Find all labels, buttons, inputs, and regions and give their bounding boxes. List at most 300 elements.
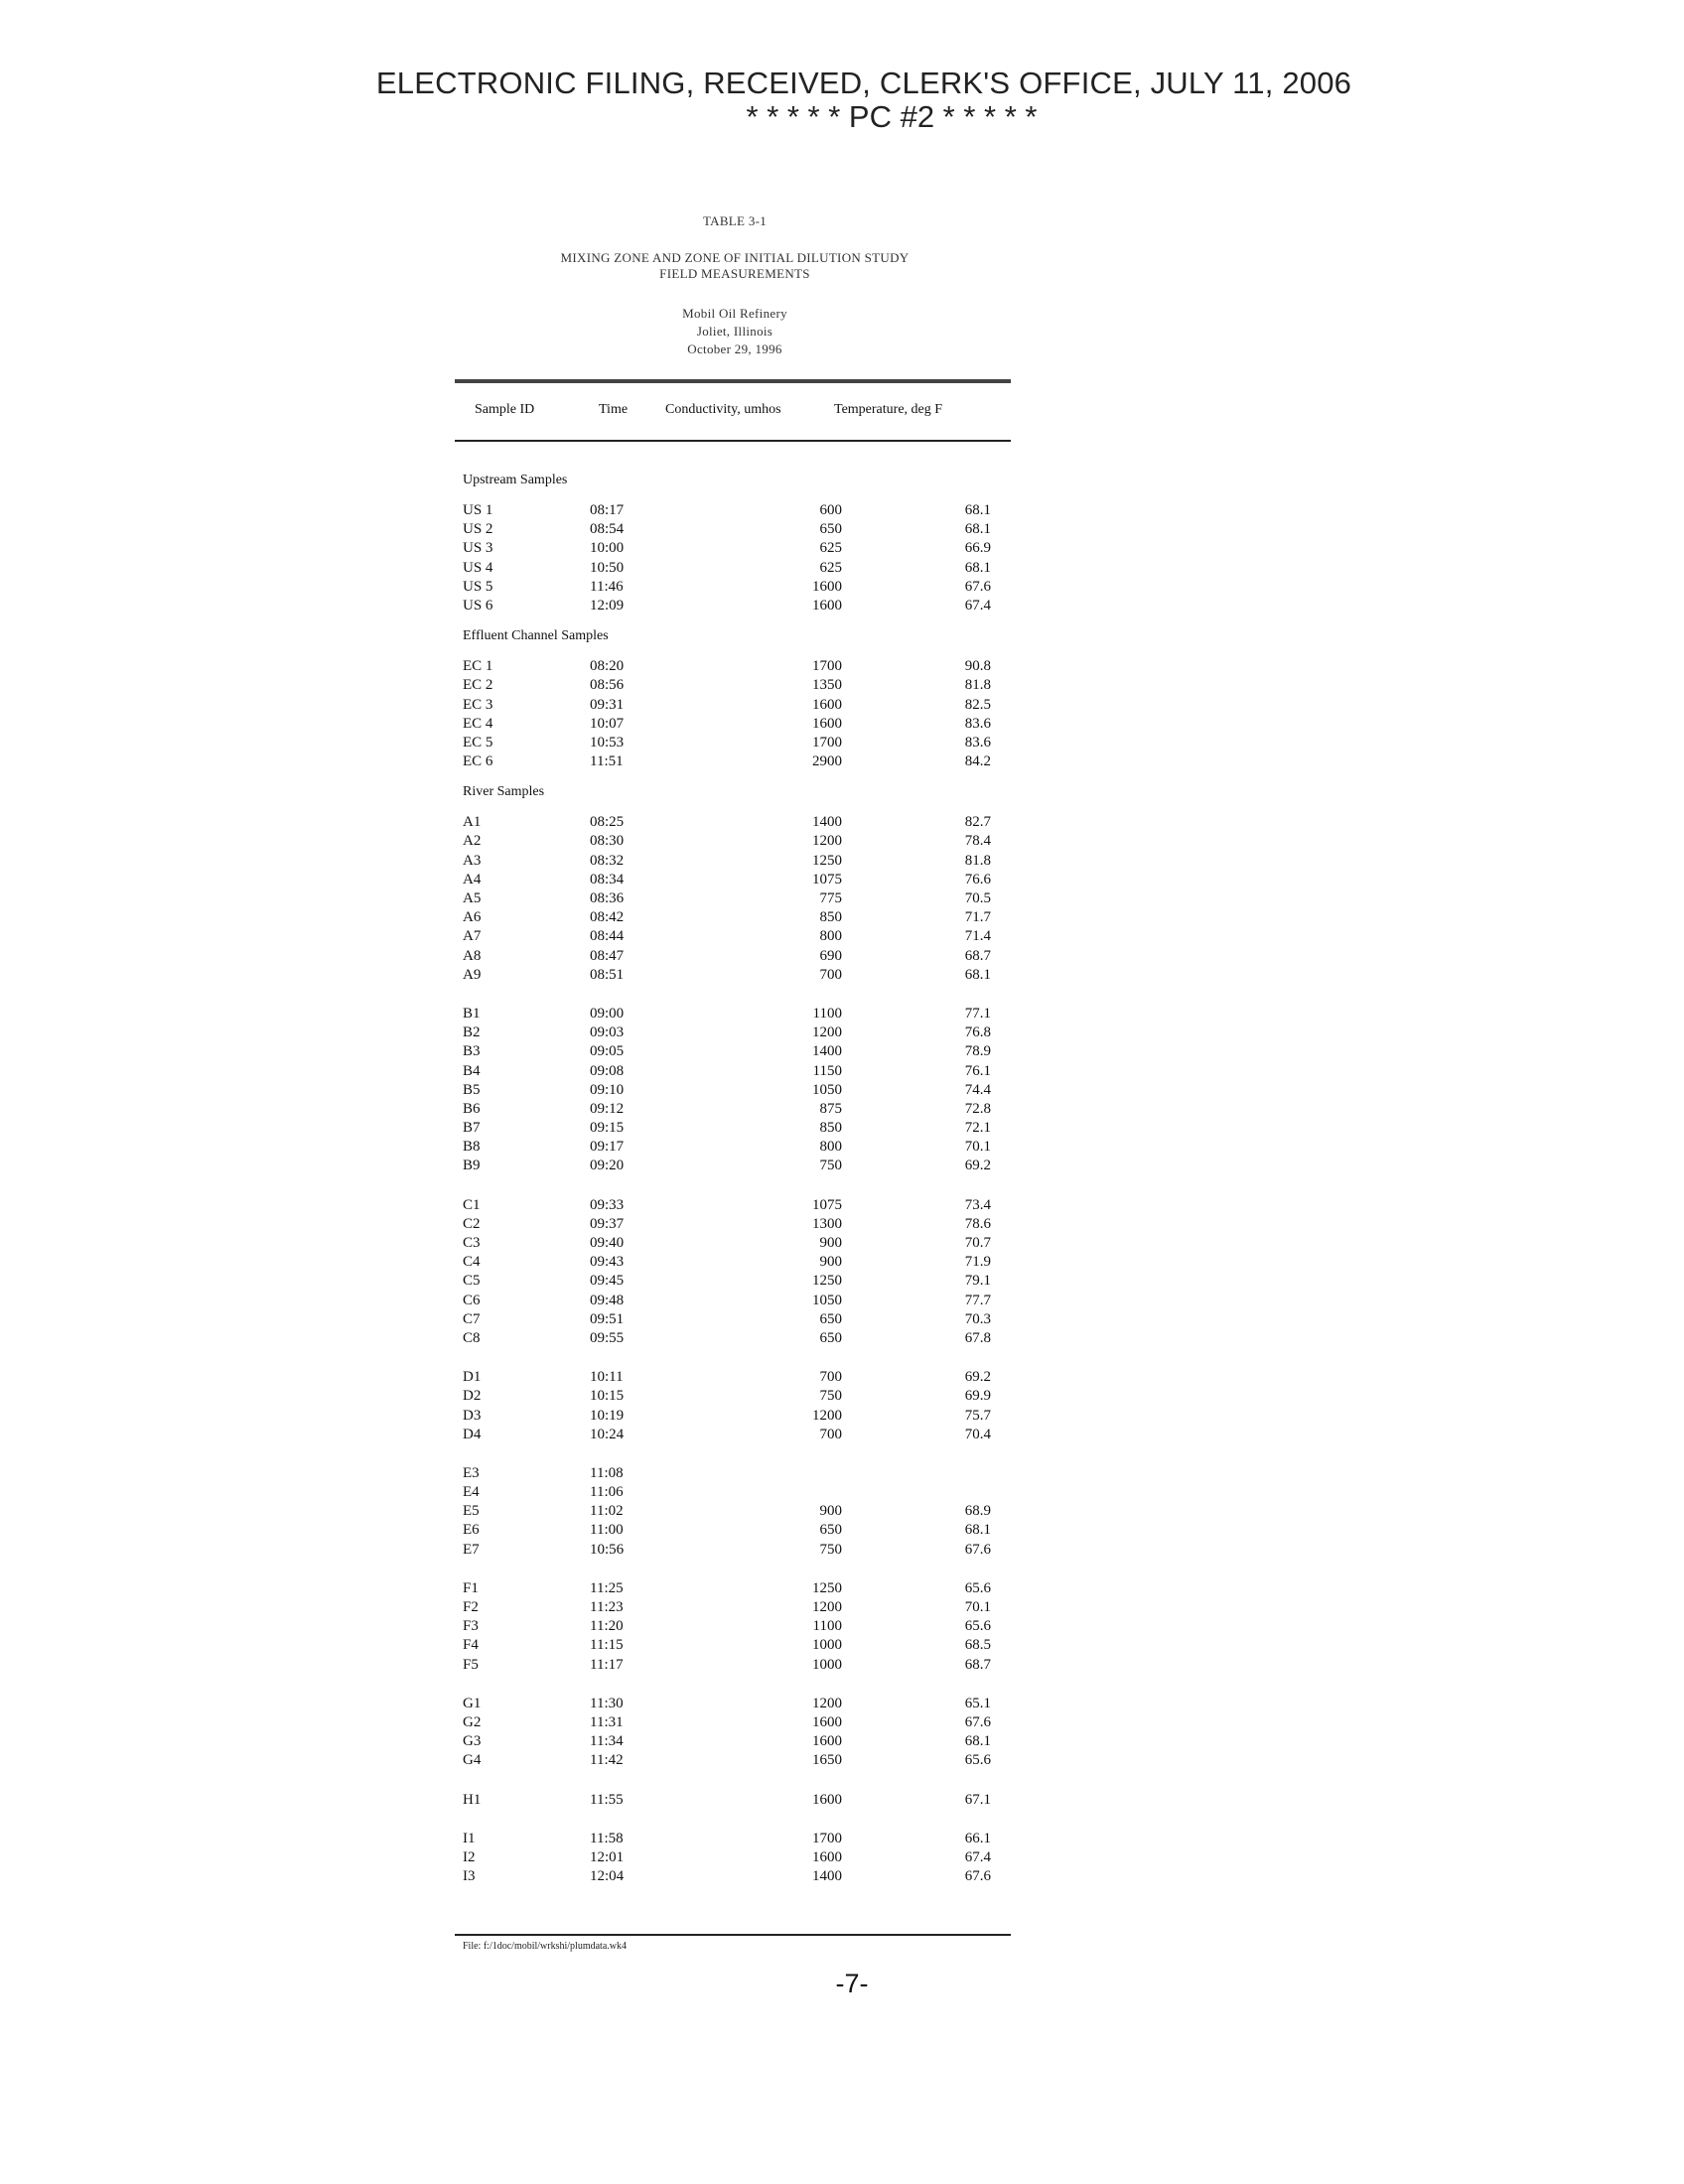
table-row <box>455 1830 1011 1848</box>
cell-sample-id: F3 <box>463 1618 479 1635</box>
cell-temperature: 84.2 <box>964 753 991 770</box>
cell-sample-id: G4 <box>463 1752 482 1769</box>
table-row <box>455 908 1011 927</box>
table-row <box>455 520 1011 539</box>
cell-conductivity: 1600 <box>812 715 842 732</box>
cell-temperature: 78.6 <box>964 1215 991 1232</box>
cell-conductivity: 690 <box>819 947 842 964</box>
cell-temperature: 68.7 <box>964 1656 991 1673</box>
table-row <box>455 1732 1011 1751</box>
cell-conductivity: 1600 <box>812 1733 842 1750</box>
cell-time: 09:55 <box>590 1329 625 1346</box>
cell-temperature: 77.7 <box>964 1292 991 1308</box>
cell-conductivity: 1600 <box>812 696 842 713</box>
cell-sample-id: E4 <box>463 1484 480 1501</box>
cell-sample-id: E7 <box>463 1541 480 1558</box>
cell-sample-id: F5 <box>463 1656 479 1673</box>
table-row <box>455 966 1011 985</box>
cell-time: 10:24 <box>590 1426 625 1442</box>
cell-sample-id: B5 <box>463 1081 481 1098</box>
cell-conductivity: 850 <box>819 1120 842 1137</box>
cell-temperature: 68.5 <box>964 1637 991 1654</box>
table-row <box>455 1368 1011 1387</box>
cell-sample-id: F2 <box>463 1599 479 1615</box>
cell-conductivity: 1400 <box>812 1868 842 1885</box>
cell-temperature: 73.4 <box>964 1196 991 1213</box>
cell-temperature: 65.6 <box>964 1579 991 1596</box>
cell-time: 09:33 <box>590 1196 625 1213</box>
table-row <box>455 1695 1011 1713</box>
cell-conductivity: 1700 <box>812 1830 842 1846</box>
table-row <box>455 1541 1011 1560</box>
cell-sample-id: US 3 <box>463 540 493 557</box>
cell-conductivity: 1150 <box>812 1062 842 1079</box>
table-row <box>455 1791 1011 1810</box>
table-row <box>455 1848 1011 1867</box>
cell-temperature: 67.6 <box>964 1541 991 1558</box>
cell-sample-id: C7 <box>463 1310 481 1327</box>
table-row <box>455 1005 1011 1024</box>
file-path-footnote: File: f:/1doc/mobil/wrkshi/plumdata.wk4 <box>463 1941 627 1952</box>
cell-temperature: 75.7 <box>964 1407 991 1424</box>
cell-conductivity: 1600 <box>812 597 842 614</box>
cell-sample-id: B2 <box>463 1024 481 1041</box>
table-row <box>455 559 1011 578</box>
table-row <box>455 1062 1011 1081</box>
table-row <box>455 1713 1011 1732</box>
group-spacer <box>455 985 1011 1005</box>
table-row <box>455 947 1011 966</box>
cell-conductivity: 1000 <box>812 1656 842 1673</box>
table-bottom-rule <box>455 1934 1011 1936</box>
cell-temperature: 76.1 <box>964 1062 991 1079</box>
cell-time: 09:48 <box>590 1292 625 1308</box>
table-row <box>455 1521 1011 1540</box>
table-row <box>455 696 1011 715</box>
cell-time: 10:07 <box>590 715 625 732</box>
cell-temperature: 71.9 <box>964 1254 991 1271</box>
cell-temperature: 68.1 <box>964 1733 991 1750</box>
cell-temperature: 70.4 <box>964 1426 991 1442</box>
cell-time: 12:09 <box>590 597 625 614</box>
study-subtitle: FIELD MEASUREMENTS <box>659 266 810 281</box>
cell-temperature: 68.1 <box>964 521 991 538</box>
cell-conductivity: 1600 <box>812 1791 842 1808</box>
cell-conductivity: 1600 <box>812 578 842 595</box>
cell-temperature: 79.1 <box>964 1273 991 1290</box>
table-header-row <box>455 402 1011 426</box>
cell-conductivity: 625 <box>819 559 842 576</box>
group-spacer <box>455 1348 1011 1368</box>
cell-conductivity: 1250 <box>812 1273 842 1290</box>
cell-temperature: 78.9 <box>964 1043 991 1060</box>
cell-time: 09:03 <box>590 1024 625 1041</box>
cell-conductivity: 1300 <box>812 1215 842 1232</box>
cell-conductivity: 650 <box>819 1522 842 1539</box>
cell-conductivity: 775 <box>819 890 842 906</box>
cell-sample-id: C3 <box>463 1235 481 1251</box>
cell-time: 10:56 <box>590 1541 625 1558</box>
cell-time: 09:31 <box>590 696 625 713</box>
cell-conductivity: 1200 <box>812 1024 842 1041</box>
cell-conductivity: 1700 <box>812 734 842 751</box>
cell-conductivity: 900 <box>819 1254 842 1271</box>
cell-conductivity: 1075 <box>812 1196 842 1213</box>
cell-time: 11:25 <box>590 1579 624 1596</box>
cell-sample-id: US 5 <box>463 578 493 595</box>
cell-time: 09:10 <box>590 1081 625 1098</box>
cell-sample-id: US 4 <box>463 559 493 576</box>
cell-conductivity: 800 <box>819 928 842 945</box>
group-spacer <box>455 1771 1011 1791</box>
cell-temperature: 83.6 <box>964 715 991 732</box>
cell-time: 11:30 <box>590 1695 624 1711</box>
cell-time: 08:34 <box>590 871 625 887</box>
cell-temperature: 76.8 <box>964 1024 991 1041</box>
cell-temperature: 65.6 <box>964 1752 991 1769</box>
table-row <box>455 1310 1011 1329</box>
table-row <box>455 871 1011 889</box>
cell-time: 08:36 <box>590 890 625 906</box>
study-title: MIXING ZONE AND ZONE OF INITIAL DILUTION STUDY <box>560 250 910 265</box>
cell-conductivity: 2900 <box>812 753 842 770</box>
cell-conductivity: 1100 <box>812 1618 842 1635</box>
cell-conductivity: 600 <box>819 502 842 518</box>
cell-conductivity: 750 <box>819 1541 842 1558</box>
cell-time: 08:56 <box>590 677 625 694</box>
cell-sample-id: F4 <box>463 1637 479 1654</box>
filing-stamp-line: ELECTRONIC FILING, RECEIVED, CLERK'S OFFICE, JULY 11, 2006 <box>375 66 1352 100</box>
table-row <box>455 1483 1011 1502</box>
cell-time: 11:08 <box>590 1464 624 1481</box>
table-row <box>455 657 1011 676</box>
cell-temperature: 67.6 <box>964 578 991 595</box>
table-row <box>455 1292 1011 1310</box>
cell-sample-id: D2 <box>463 1388 482 1405</box>
cell-time: 11:34 <box>590 1733 624 1750</box>
cell-temperature: 67.8 <box>964 1329 991 1346</box>
table-row <box>455 1024 1011 1042</box>
cell-conductivity: 750 <box>819 1158 842 1174</box>
cell-sample-id: A9 <box>463 966 482 983</box>
cell-sample-id: C4 <box>463 1254 481 1271</box>
cell-sample-id: I2 <box>463 1848 476 1865</box>
measurements-table-body <box>455 460 1011 1886</box>
cell-sample-id: E5 <box>463 1503 480 1520</box>
cell-sample-id: A3 <box>463 852 482 869</box>
cell-time: 11:17 <box>590 1656 624 1673</box>
table-row <box>455 852 1011 871</box>
cell-conductivity: 1250 <box>812 852 842 869</box>
cell-time: 10:15 <box>590 1388 625 1405</box>
cell-conductivity: 1100 <box>812 1005 842 1022</box>
cell-conductivity: 850 <box>819 909 842 926</box>
cell-time: 09:12 <box>590 1100 625 1117</box>
table-top-rule <box>455 379 1011 383</box>
cell-sample-id: E6 <box>463 1522 480 1539</box>
table-row <box>455 1042 1011 1061</box>
cell-time: 11:51 <box>590 753 624 770</box>
cell-temperature: 68.1 <box>964 559 991 576</box>
group-spacer <box>455 1675 1011 1695</box>
cell-conductivity: 1050 <box>812 1081 842 1098</box>
cell-time: 08:44 <box>590 928 625 945</box>
cell-temperature: 68.7 <box>964 947 991 964</box>
cell-sample-id: D4 <box>463 1426 482 1442</box>
table-row <box>455 927 1011 946</box>
section-heading: Upstream Samples <box>463 473 568 487</box>
section-heading: Effluent Channel Samples <box>463 628 609 644</box>
cell-sample-id: US 2 <box>463 521 493 538</box>
cell-time: 09:17 <box>590 1139 625 1156</box>
cell-sample-id: EC 6 <box>463 753 493 770</box>
group-spacer <box>455 1176 1011 1196</box>
cell-temperature: 67.1 <box>964 1791 991 1808</box>
cell-sample-id: B4 <box>463 1062 481 1079</box>
cell-sample-id: A5 <box>463 890 482 906</box>
cell-time: 11:23 <box>590 1599 624 1615</box>
cell-conductivity: 1650 <box>812 1752 842 1769</box>
cell-conductivity: 1350 <box>812 677 842 694</box>
cell-conductivity: 750 <box>819 1388 842 1405</box>
table-row <box>455 1636 1011 1655</box>
table-row <box>455 539 1011 558</box>
cell-time: 09:43 <box>590 1254 625 1271</box>
section-heading: River Samples <box>463 784 545 800</box>
cell-temperature: 66.9 <box>964 540 991 557</box>
table-row <box>455 1329 1011 1348</box>
cell-sample-id: B6 <box>463 1100 481 1117</box>
cell-sample-id: C1 <box>463 1196 481 1213</box>
cell-conductivity: 800 <box>819 1139 842 1156</box>
cell-sample-id: C5 <box>463 1273 481 1290</box>
table-row <box>455 1253 1011 1272</box>
cell-conductivity: 625 <box>819 540 842 557</box>
cell-time: 12:04 <box>590 1868 625 1885</box>
cell-conductivity: 650 <box>819 1329 842 1346</box>
column-header-conductivity: Conductivity, umhos <box>665 402 781 417</box>
cell-sample-id: H1 <box>463 1791 482 1808</box>
cell-conductivity: 650 <box>819 1310 842 1327</box>
cell-sample-id: A2 <box>463 833 482 850</box>
cell-temperature: 69.9 <box>964 1388 991 1405</box>
cell-sample-id: A4 <box>463 871 482 887</box>
cell-temperature: 81.8 <box>964 677 991 694</box>
cell-sample-id: US 6 <box>463 597 493 614</box>
cell-time: 10:00 <box>590 540 625 557</box>
site-location: Joliet, Illinois <box>696 324 773 339</box>
cell-conductivity: 1075 <box>812 871 842 887</box>
cell-temperature: 77.1 <box>964 1005 991 1022</box>
cell-time: 11:20 <box>590 1618 624 1635</box>
cell-time: 11:46 <box>590 578 624 595</box>
cell-sample-id: A7 <box>463 928 482 945</box>
table-row <box>455 889 1011 908</box>
table-title: TABLE 3-1 <box>702 213 768 228</box>
column-header-temperature: Temperature, deg F <box>834 402 943 417</box>
cell-temperature: 70.3 <box>964 1310 991 1327</box>
cell-time: 09:40 <box>590 1235 625 1251</box>
cell-sample-id: EC 5 <box>463 734 493 751</box>
cell-temperature: 70.5 <box>964 890 991 906</box>
table-row <box>455 752 1011 771</box>
table-row <box>455 1407 1011 1426</box>
cell-conductivity: 650 <box>819 521 842 538</box>
cell-temperature: 76.6 <box>964 871 991 887</box>
table-row <box>455 1617 1011 1636</box>
cell-sample-id: F1 <box>463 1579 479 1596</box>
cell-temperature: 65.6 <box>964 1618 991 1635</box>
cell-time: 09:20 <box>590 1158 625 1174</box>
cell-time: 12:01 <box>590 1848 625 1865</box>
cell-time: 11:15 <box>590 1637 624 1654</box>
cell-temperature: 70.1 <box>964 1139 991 1156</box>
cell-sample-id: C8 <box>463 1329 481 1346</box>
cell-conductivity: 1400 <box>812 814 842 831</box>
cell-conductivity: 1200 <box>812 1695 842 1711</box>
cell-conductivity: 700 <box>819 966 842 983</box>
cell-time: 11:00 <box>590 1522 624 1539</box>
table-header-rule <box>455 440 1011 442</box>
cell-temperature: 69.2 <box>964 1369 991 1386</box>
table-row <box>455 832 1011 851</box>
cell-time: 11:42 <box>590 1752 624 1769</box>
cell-sample-id: EC 2 <box>463 677 493 694</box>
cell-sample-id: G2 <box>463 1713 482 1730</box>
cell-time: 11:02 <box>590 1503 624 1520</box>
cell-conductivity: 1400 <box>812 1043 842 1060</box>
table-row <box>455 1867 1011 1886</box>
table-row <box>455 1751 1011 1770</box>
cell-time: 08:47 <box>590 947 625 964</box>
cell-conductivity: 900 <box>819 1235 842 1251</box>
table-row <box>455 1157 1011 1175</box>
table-row <box>455 1196 1011 1215</box>
table-row <box>455 1426 1011 1444</box>
cell-temperature: 72.1 <box>964 1120 991 1137</box>
cell-time: 10:50 <box>590 559 625 576</box>
cell-sample-id: C2 <box>463 1215 481 1232</box>
cell-temperature: 70.1 <box>964 1599 991 1615</box>
cell-sample-id: EC 3 <box>463 696 493 713</box>
cell-time: 09:37 <box>590 1215 625 1232</box>
cell-temperature: 70.7 <box>964 1235 991 1251</box>
cell-temperature: 68.1 <box>964 502 991 518</box>
cell-conductivity: 700 <box>819 1369 842 1386</box>
cell-time: 09:05 <box>590 1043 625 1060</box>
cell-conductivity: 875 <box>819 1100 842 1117</box>
cell-sample-id: B9 <box>463 1158 481 1174</box>
cell-conductivity: 1000 <box>812 1637 842 1654</box>
cell-time: 11:58 <box>590 1830 624 1846</box>
table-row <box>455 1502 1011 1521</box>
cell-conductivity: 900 <box>819 1503 842 1520</box>
cell-time: 10:11 <box>590 1369 624 1386</box>
cell-temperature: 74.4 <box>964 1081 991 1098</box>
cell-sample-id: I1 <box>463 1830 476 1846</box>
cell-sample-id: D3 <box>463 1407 482 1424</box>
cell-sample-id: E3 <box>463 1464 480 1481</box>
cell-temperature: 67.4 <box>964 1848 991 1865</box>
table-row <box>455 676 1011 695</box>
cell-temperature: 72.8 <box>964 1100 991 1117</box>
table-row <box>455 1081 1011 1100</box>
group-spacer <box>455 1810 1011 1830</box>
table-row <box>455 1215 1011 1234</box>
cell-temperature: 65.1 <box>964 1695 991 1711</box>
cell-sample-id: B3 <box>463 1043 481 1060</box>
cell-sample-id: A6 <box>463 909 482 926</box>
cell-sample-id: A1 <box>463 814 482 831</box>
cell-time: 11:06 <box>590 1484 624 1501</box>
page-number: -7- <box>835 1969 869 1998</box>
cell-time: 10:19 <box>590 1407 625 1424</box>
cell-temperature: 66.1 <box>964 1830 991 1846</box>
public-comment-number: * * * * * PC #2 * * * * * <box>746 99 1038 134</box>
cell-temperature: 78.4 <box>964 833 991 850</box>
cell-temperature: 82.7 <box>964 814 991 831</box>
cell-sample-id: G1 <box>463 1695 482 1711</box>
cell-conductivity: 1700 <box>812 658 842 675</box>
table-row <box>455 1464 1011 1483</box>
table-row <box>455 1272 1011 1291</box>
cell-temperature: 69.2 <box>964 1158 991 1174</box>
cell-temperature: 83.6 <box>964 734 991 751</box>
cell-sample-id: EC 4 <box>463 715 493 732</box>
cell-conductivity: 1200 <box>812 1407 842 1424</box>
cell-time: 09:00 <box>590 1005 625 1022</box>
cell-sample-id: EC 1 <box>463 658 493 675</box>
cell-sample-id: C6 <box>463 1292 481 1308</box>
table-row <box>455 734 1011 752</box>
cell-temperature: 68.1 <box>964 966 991 983</box>
cell-conductivity: 1200 <box>812 833 842 850</box>
column-header-time: Time <box>599 402 629 417</box>
cell-temperature: 67.4 <box>964 597 991 614</box>
table-row <box>455 597 1011 615</box>
cell-time: 09:45 <box>590 1273 625 1290</box>
cell-time: 11:55 <box>590 1791 624 1808</box>
cell-conductivity: 1250 <box>812 1579 842 1596</box>
table-row <box>455 1119 1011 1138</box>
table-row <box>455 1387 1011 1406</box>
cell-time: 08:32 <box>590 852 625 869</box>
cell-temperature: 68.1 <box>964 1522 991 1539</box>
cell-temperature: 68.9 <box>964 1503 991 1520</box>
cell-temperature: 67.6 <box>964 1868 991 1885</box>
cell-conductivity: 1200 <box>812 1599 842 1615</box>
cell-time: 08:54 <box>590 521 625 538</box>
cell-temperature: 71.4 <box>964 928 991 945</box>
group-spacer <box>455 1560 1011 1579</box>
cell-temperature: 81.8 <box>964 852 991 869</box>
table-row <box>455 1598 1011 1617</box>
column-header-sample-id: Sample ID <box>475 402 535 417</box>
cell-conductivity: 1050 <box>812 1292 842 1308</box>
cell-sample-id: I3 <box>463 1868 476 1885</box>
cell-conductivity: 1600 <box>812 1713 842 1730</box>
cell-temperature: 67.6 <box>964 1713 991 1730</box>
cell-conductivity: 1600 <box>812 1848 842 1865</box>
cell-sample-id: G3 <box>463 1733 482 1750</box>
cell-temperature: 90.8 <box>964 658 991 675</box>
table-row <box>455 578 1011 597</box>
cell-sample-id: B8 <box>463 1139 481 1156</box>
cell-time: 11:31 <box>590 1713 624 1730</box>
cell-time: 08:25 <box>590 814 625 831</box>
cell-time: 08:30 <box>590 833 625 850</box>
cell-time: 08:20 <box>590 658 625 675</box>
